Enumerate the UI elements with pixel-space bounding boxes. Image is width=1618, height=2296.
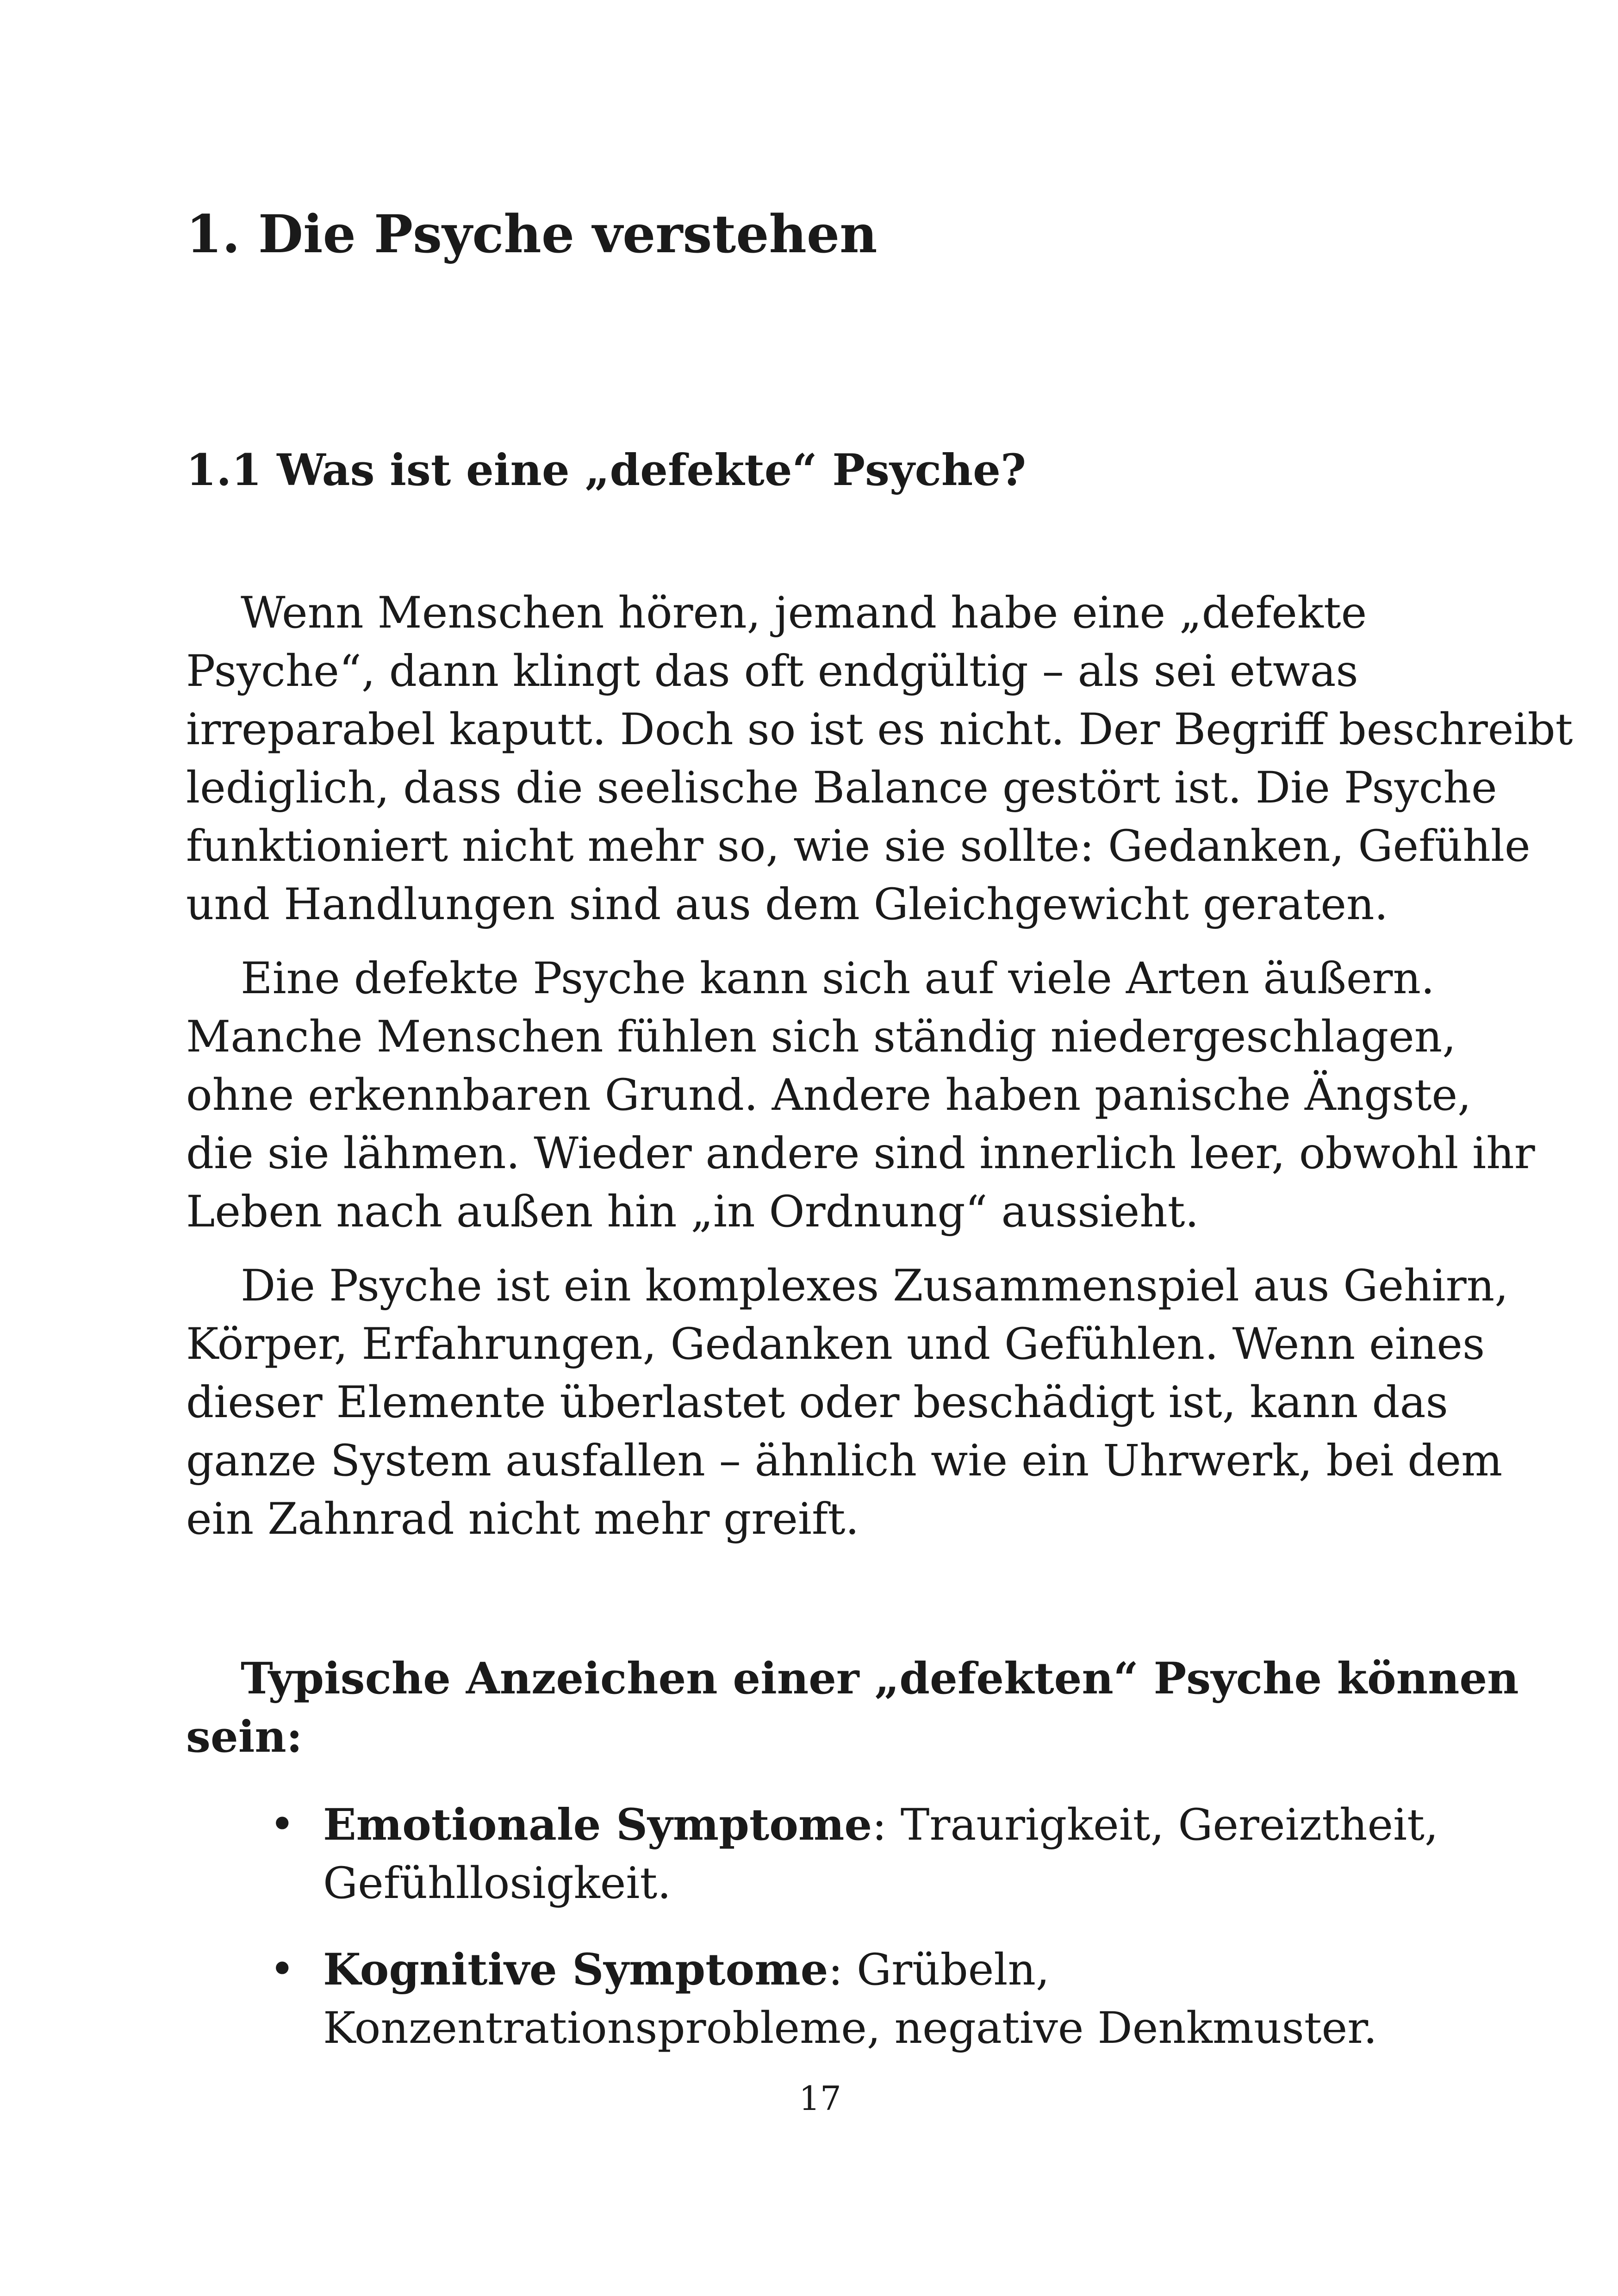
text-line: ganze System ausfallen – ähnlich wie ein Uhrwerk, bei dem xyxy=(186,1436,1503,1486)
text-line: Körper, Erfahrungen, Gedanken und Gefühlen. Wenn eines xyxy=(186,1319,1485,1369)
text-line: sein: xyxy=(186,1711,303,1762)
paragraph xyxy=(186,950,1535,1241)
text-line: lediglich, dass die seelische Balance gestört ist. Die Psyche xyxy=(186,763,1497,813)
text-line: funktioniert nicht mehr so, wie sie sollte: Gedanken, Gefühle xyxy=(186,821,1531,871)
list-item xyxy=(186,1941,1454,2058)
symptom-list xyxy=(186,1796,1454,2085)
symptom-description: : Grübeln, xyxy=(828,1945,1050,1995)
text-line: irreparabel kaputt. Doch so ist es nicht. Der Begriff beschreibt xyxy=(186,704,1573,755)
text-line: und Handlungen sind aus dem Gleichgewicht geraten. xyxy=(186,879,1388,930)
document-page xyxy=(186,0,1573,2296)
list-item xyxy=(186,1796,1454,1913)
bullet-icon: • xyxy=(269,1944,295,1995)
text-line xyxy=(323,1796,1454,1854)
symptom-term: Kognitive Symptome xyxy=(323,1944,828,1995)
text-line: Psyche“, dann klingt das oft endgültig – als sei etwas xyxy=(186,646,1358,697)
text-line: Konzentrationsprobleme, negative Denkmuster. xyxy=(323,2003,1377,2053)
symptom-description: : Traurigkeit, Gereiztheit, xyxy=(872,1800,1438,1850)
text-line: Wenn Menschen hören, jemand habe eine „defekte xyxy=(241,588,1367,638)
chapter-title: 1. Die Psyche verstehen xyxy=(186,204,877,265)
text-line: Typische Anzeichen einer „defekten“ Psyche können xyxy=(241,1653,1519,1704)
section-title: 1.1 Was ist eine „defekte“ Psyche? xyxy=(186,445,1027,496)
text-line xyxy=(323,1941,1454,1999)
paragraph xyxy=(186,1257,1509,1549)
text-line: Die Psyche ist ein komplexes Zusammenspiel aus Gehirn, xyxy=(241,1261,1509,1311)
text-line: die sie lähmen. Wieder andere sind innerlich leer, obwohl ihr xyxy=(186,1128,1535,1179)
bullet-icon: • xyxy=(269,1799,295,1850)
paragraph xyxy=(186,584,1573,934)
list-heading xyxy=(186,1649,1519,1766)
symptom-term: Emotionale Symptome xyxy=(323,1799,872,1850)
text-line: Eine defekte Psyche kann sich auf viele Arten äußern. xyxy=(241,953,1435,1004)
text-line: dieser Elemente überlastet oder beschädigt ist, kann das xyxy=(186,1377,1448,1428)
text-line: Leben nach außen hin „in Ordnung“ aussieht. xyxy=(186,1187,1199,1237)
text-line: Manche Menschen fühlen sich ständig niedergeschlagen, xyxy=(186,1012,1456,1062)
text-line: ohne erkennbaren Grund. Andere haben panische Ängste, xyxy=(186,1070,1471,1120)
text-line: Gefühllosigkeit. xyxy=(323,1858,672,1909)
page-number: 17 xyxy=(799,2079,841,2118)
text-line: ein Zahnrad nicht mehr greift. xyxy=(186,1494,859,1544)
